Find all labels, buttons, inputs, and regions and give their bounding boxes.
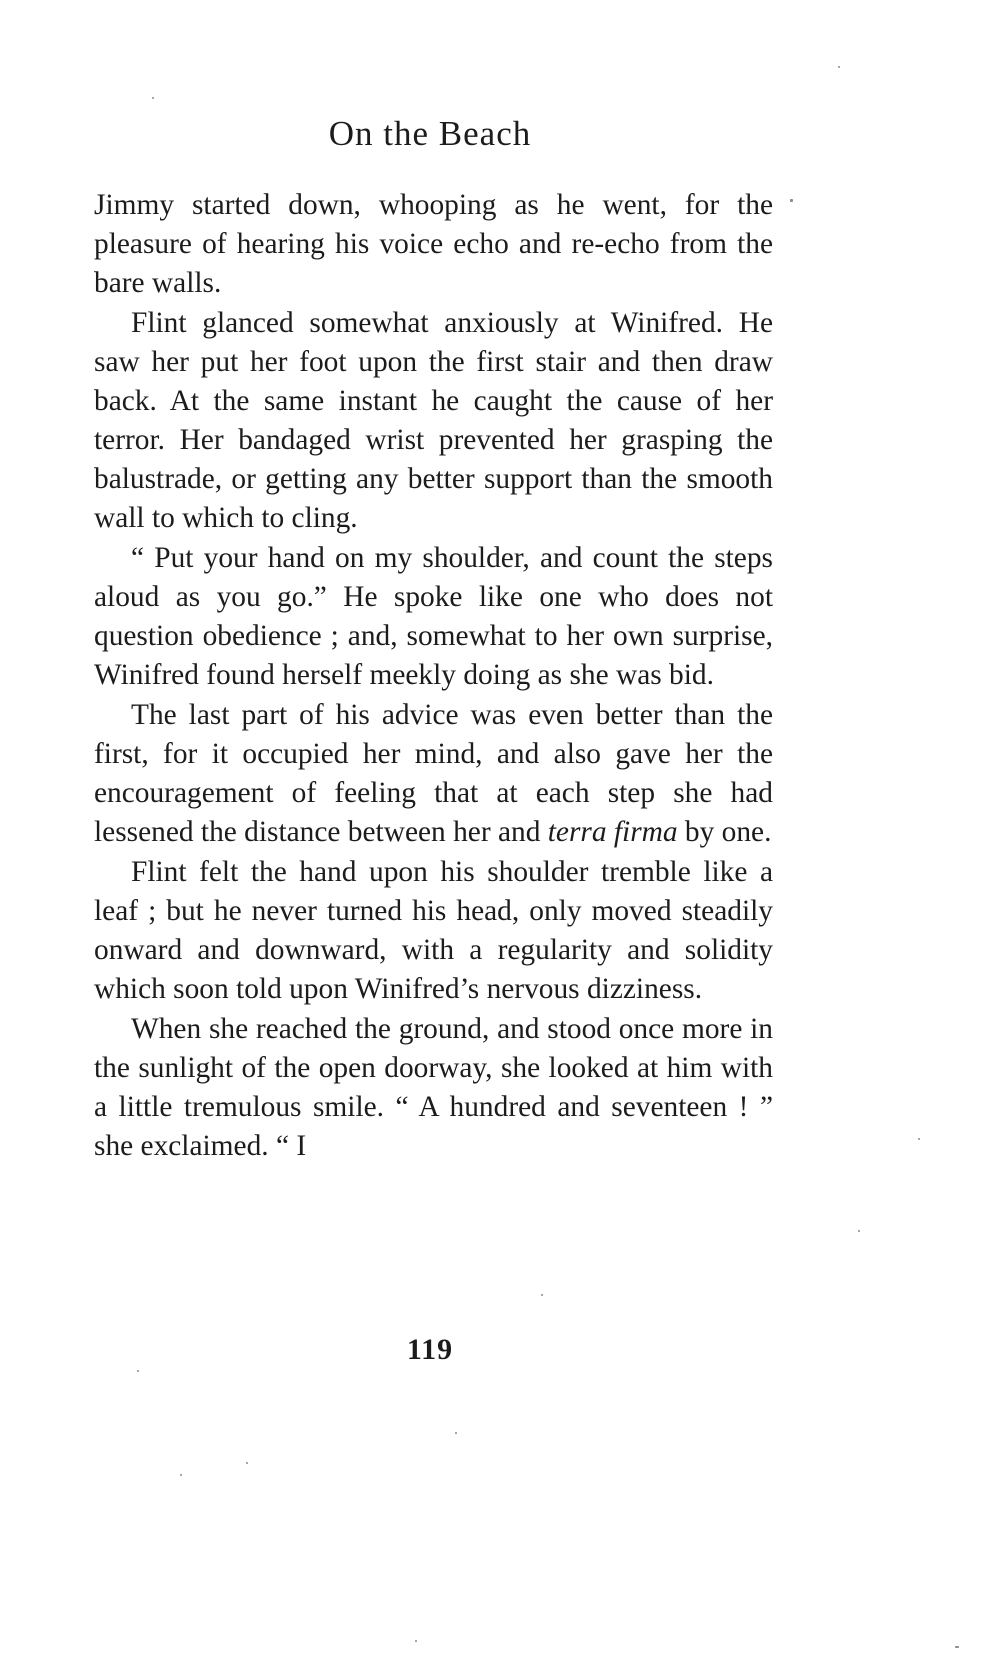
- paper-speck: [415, 1640, 417, 1642]
- paragraph-4-italic-phrase: terra firma: [547, 816, 678, 848]
- paragraph-6-text: When she reached the ground, and stood once more in the sunlight of the open doorway, she looked at him with a little tremulous smile. “ A hundred and seventeen ! ” she exclaimed. “ I: [94, 1013, 773, 1162]
- running-head: On the Beach: [328, 114, 532, 153]
- paragraph-3: [94, 539, 773, 695]
- paragraph-5: [94, 853, 773, 1009]
- paper-speck: [918, 1138, 920, 1140]
- paragraph-5-text: Flint felt the hand upon his shoulder tremble like a leaf ; but he never turned his head, only moved steadily onward and downward, with a regularity and solidity which soon told upon Winifred’s nervous dizziness.: [94, 856, 773, 1005]
- body-text: [94, 186, 773, 1167]
- paper-speck: [137, 1370, 139, 1372]
- paragraph-2: [94, 304, 773, 538]
- paper-speck: [838, 66, 840, 68]
- paragraph-1: [94, 186, 773, 303]
- paragraph-2-text: Flint glanced somewhat anxiously at Winifred. He saw her put her foot upon the first stair and then draw back. At the same instant he caught the cause of her terror. Her bandaged wrist prevented her grasping the balustrade, or getting any better support than the smooth wall to which to cling.: [94, 307, 773, 534]
- paper-speck: [790, 199, 793, 202]
- paper-speck: [246, 1462, 248, 1464]
- paper-speck: [858, 1230, 860, 1232]
- paragraph-4-text-end: by one.: [677, 816, 772, 848]
- paragraph-1-text: Jimmy started down, whooping as he went, for the pleasure of hearing his voice echo and re-echo from the bare walls.: [94, 189, 773, 299]
- paragraph-3-text: “ Put your hand on my shoulder, and count the steps aloud as you go.” He spoke like one who does not question obedience ; and, somewhat to her own surprise, Winifred found herself meekly doing as she was bid.: [94, 542, 773, 691]
- paragraph-4: [94, 696, 773, 852]
- paper-speck: [541, 1294, 543, 1296]
- paper-speck: [955, 1646, 959, 1648]
- page-number: 119: [406, 1333, 454, 1366]
- paper-speck: [180, 1474, 182, 1476]
- paper-speck: [152, 97, 154, 99]
- paragraph-6: [94, 1010, 773, 1166]
- paper-speck: [455, 1432, 457, 1434]
- paragraph-4-text: The last part of his advice was even better than the first, for it occupied her mind, and also gave her the encouragement of feeling that at each step she had lessened the distance between her and: [94, 699, 773, 848]
